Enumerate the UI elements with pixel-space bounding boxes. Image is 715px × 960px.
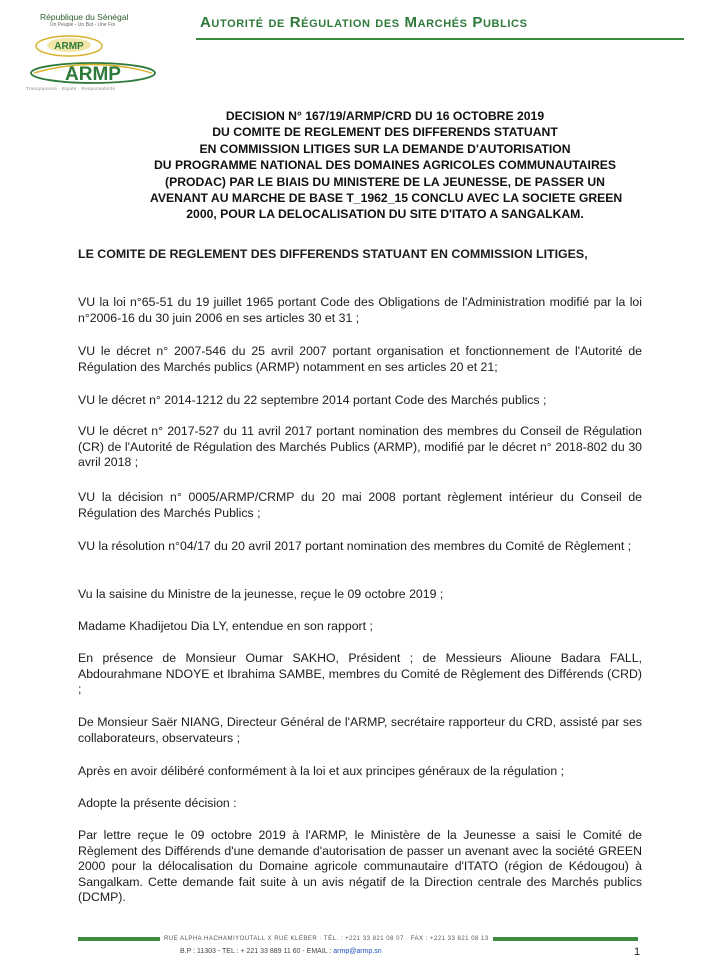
legal-basis-paragraph: VU la décision n° 0005/ARMP/CRMP du 20 mai 2008 portant règlement intérieur du Conseil de Régulation des Marchés Publics ; xyxy=(78,490,642,520)
page-number: 1 xyxy=(634,946,641,958)
logo-large-emblem xyxy=(26,60,161,86)
decision-title-line: DECISION N° 167/19/ARMP/CRD DU 16 OCTOBRE 2019 xyxy=(225,109,545,123)
referral-paragraph: Vu la saisine du Ministre de la jeunesse, reçue le 09 octobre 2019 ; xyxy=(78,587,444,601)
armp-logo xyxy=(22,10,162,92)
decision-title-line: AVENANT AU MARCHE DE BASE T_1962_15 CONCLU AVEC LA SOCIETE GREEN xyxy=(150,191,623,206)
legal-basis-paragraph: VU la loi n°65-51 du 19 juillet 1965 portant Code des Obligations de l'Administration modifié par la loi n°2006-16 du 30 juin 2006 en ses articles 30 et 31 ; xyxy=(78,295,642,325)
logo-tagline: Transparence · Equité · Responsabilité xyxy=(26,86,116,91)
facts-paragraph: Par lettre reçue le 09 octobre 2019 à l'ARMP, le Ministère de la Jeunesse a saisi le Comité de Règlement des Différends d'une demande d'autorisation de passer un avenant avec la société GREEN 2000 pour la délocalisation du Domaine agricole communautaire d'ITATO (région de Kédougou) à Sangalkam. Cette demande fait suite à un avis négatif de la Direction centrale des Marchés publics (DCMP). xyxy=(78,828,642,905)
decision-title-line: DU COMITE DE REGLEMENT DES DIFFERENDS STATUANT xyxy=(212,125,558,140)
footer-contact xyxy=(180,948,382,955)
secretary-paragraph: De Monsieur Saër NIANG, Directeur Général de l'ARMP, secrétaire rapporteur du CRD, assisté par ses collaborateurs, observateurs ; xyxy=(78,715,642,745)
decision-title xyxy=(150,108,623,223)
decision-title-line: 2000, POUR LA DELOCALISATION DU SITE D'ITATO A SANGALKAM. xyxy=(186,207,584,222)
legal-basis-paragraph: VU le décret n° 2017-527 du 11 avril 2017 portant nomination des membres du Conseil de Régulation (CR) de l'Autorité de Régulation des Marchés Publics (ARMP), modifié par le décret n° 2018-802 du 30 avril 2018 ; xyxy=(78,424,642,470)
legal-basis-paragraph: VU le décret n° 2007-546 du 25 avril 2007 portant organisation et fonctionnement de l'Autorité de Régulation des Marchés publics (ARMP) notamment en ses articles 20 et 21; xyxy=(78,344,642,374)
logo-small-emblem xyxy=(34,32,104,58)
deliberation-paragraph: Après en avoir délibéré conformément à la loi et aux principes généraux de la régulation ; xyxy=(78,764,565,778)
footer-address: RUE ALPHA HACHAMIYOUTALL X RUE KLÉBER · TÉL. : +221 33 821 08 07 · FAX : +221 33 821 08 13 xyxy=(160,936,493,942)
footer-email-link[interactable]: armp@armp.sn xyxy=(333,948,382,955)
logo-motto: Un Peuple - Un But - Une Foi xyxy=(50,22,116,28)
legal-basis-paragraph: VU la résolution n°04/17 du 20 avril 2017 portant nomination des membres du Comité de Règlement ; xyxy=(78,539,632,553)
logo-country: République du Sénégal xyxy=(40,12,129,22)
decision-title-line: (PRODAC) PAR LE BIAIS DU MINISTERE DE LA JEUNESSE, DE PASSER UN xyxy=(165,174,605,189)
adoption-paragraph: Adopte la présente décision : xyxy=(78,796,237,810)
decision-title-line: EN COMMISSION LITIGES SUR LA DEMANDE D'AUTORISATION xyxy=(199,141,571,156)
rapporteur-paragraph: Madame Khadijetou Dia LY, entendue en son rapport ; xyxy=(78,619,373,633)
header-divider xyxy=(196,38,684,40)
legal-basis-paragraph: VU le décret n° 2014-1212 du 22 septembre 2014 portant Code des Marchés publics ; xyxy=(78,393,547,407)
decision-title-line: DU PROGRAMME NATIONAL DES DOMAINES AGRICOLES COMMUNAUTAIRES xyxy=(154,158,616,173)
header-title: Autorité de Régulation des Marchés Publics xyxy=(200,14,528,31)
members-paragraph: En présence de Monsieur Oumar SAKHO, Président ; de Messieurs Alioune Badara FALL, Abdourahmane NDOYE et Ibrahima SAMBE, membres du Comité de Règlement des Différends (CRD) ; xyxy=(78,651,642,697)
committee-heading: LE COMITE DE REGLEMENT DES DIFFERENDS STATUANT EN COMMISSION LITIGES, xyxy=(78,247,588,261)
logo-small-text: ARMP xyxy=(54,41,84,52)
footer-contact-text: B.P : 11303 - TEL : + 221 33 889 11 60 - EMAIL : xyxy=(180,948,334,955)
logo-large-text: ARMP xyxy=(65,64,121,85)
